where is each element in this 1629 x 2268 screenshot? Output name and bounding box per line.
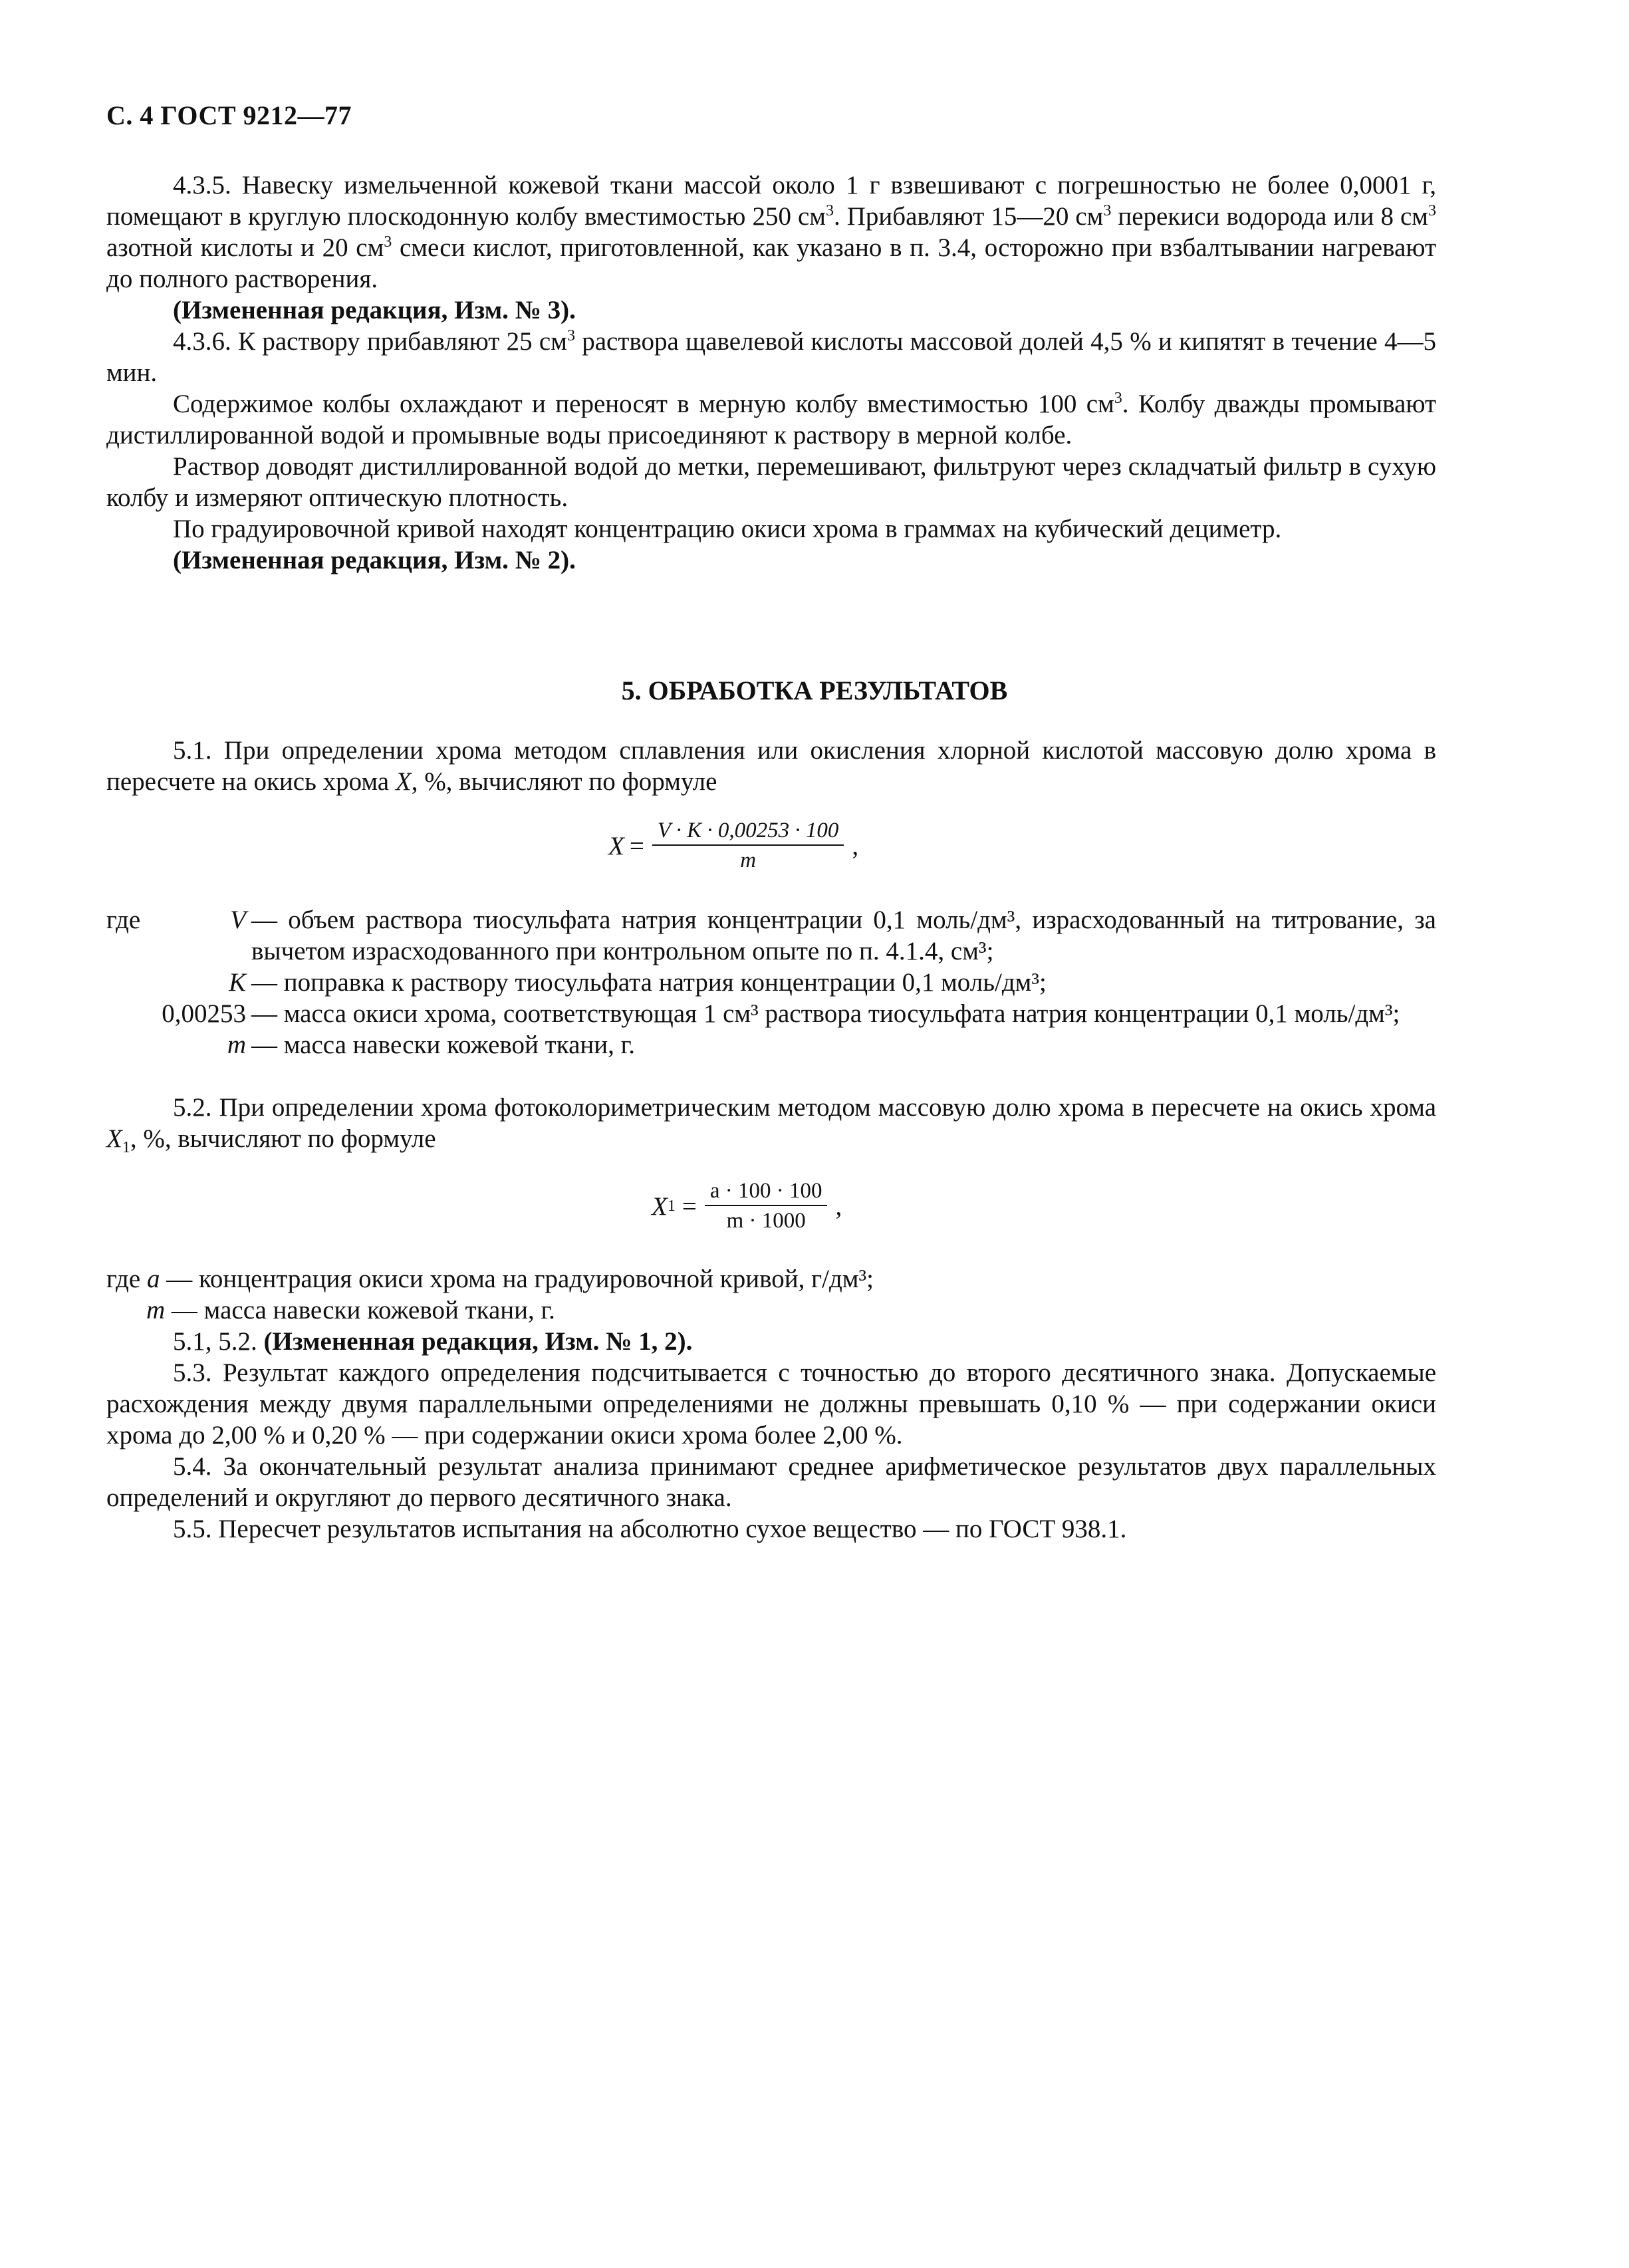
change-note-3: (Измененная редакция, Изм. № 3). <box>173 296 576 324</box>
bold-text: (Измененная редакция, Изм. № 1, 2). <box>263 1327 693 1356</box>
paragraph-5-3: 5.3. Результат каждого определения подсчитывается с точностью до второго десятичного знака. Допускаемые расхождения между двумя параллельными определениями не должны превышать 0,10 % — при содержании окиси хрома до 2,00 % и 0,20 % — при содержании окиси хрома более 2,00 %. <box>106 1358 1436 1449</box>
legend-term: V <box>230 906 246 934</box>
formula-equals: = <box>682 1192 697 1221</box>
change-note-2: (Измененная редакция, Изм. № 2). <box>173 546 576 574</box>
paragraph-5-2 <box>106 1092 1436 1154</box>
legend-1 <box>106 904 1436 1061</box>
formula-tail: , <box>852 831 859 860</box>
text: 4.3.6. К раствору прибавляют 25 см <box>173 327 567 356</box>
variable: X <box>395 767 412 796</box>
formula-equals: = <box>629 831 644 860</box>
numerator: V · K · 0,00253 · 100 <box>652 817 844 846</box>
text: , %, вычисляют по формуле <box>411 767 717 796</box>
superscript: 3 <box>1114 390 1122 407</box>
superscript: 3 <box>1103 202 1112 219</box>
paragraph-calibration: По градуировочной кривой находят концентрацию окиси хрома в граммах на кубический дециметр. <box>173 515 1282 543</box>
legend-row <box>106 998 1436 1029</box>
legend-row <box>106 1295 1436 1326</box>
fraction <box>652 817 844 875</box>
text: , %, вычисляют по формуле <box>130 1124 436 1153</box>
legend-row <box>106 1263 1436 1295</box>
legend-term: m <box>146 1296 166 1324</box>
legend-desc: — поправка к раствору тиосульфата натрия концентрации 0,1 моль/дм³; <box>251 968 1047 997</box>
text: 5.2. При определении хрома фотоколориметрическим методом массовую долю хрома в пересчете на окись хрома <box>173 1093 1436 1122</box>
text: 5.1, 5.2. <box>173 1327 264 1356</box>
legend-desc: — объем раствора тиосульфата натрия концентрации 0,1 моль/дм³, израсходованный на титрование, за вычетом израсходованного при контрольном опыте по п. 4.1.4, см³; <box>251 906 1436 965</box>
variable: X <box>106 1124 122 1153</box>
section-title: 5. ОБРАБОТКА РЕЗУЛЬТАТОВ <box>621 676 1008 705</box>
legend-desc: — масса окиси хрома, соответствующая 1 см³ раствора тиосульфата натрия концентрации 0,1 моль/дм³; <box>251 999 1400 1028</box>
paragraph-5-5: 5.5. Пересчет результатов испытания на абсолютно сухое вещество — по ГОСТ 938.1. <box>173 1515 1127 1543</box>
text: смеси кислот, приготовленной, как указано в п. 3.4, осторожно при взбалтывании нагревают до полного растворения. <box>106 233 1436 293</box>
legend-term: 0,00253 <box>162 999 246 1028</box>
superscript: 3 <box>566 327 575 344</box>
subscript: 1 <box>122 1139 130 1156</box>
formula-lhs: X <box>652 1192 668 1221</box>
legend-desc: — масса навески кожевой ткани, г. <box>251 1031 635 1059</box>
text: раствора щавелевой кислоты массовой долей 4,5 % и кипятят в течение 4—5 мин. <box>106 327 1436 387</box>
legend-2 <box>106 1263 1436 1545</box>
text: 4.3.5. Навеску измельченной кожевой ткани массой около 1 г взвешивают с погрешностью не более 0,0001 г, помещают в круглую плоскодонную колбу вместимостью 250 см <box>106 171 1436 231</box>
superscript: 3 <box>384 233 392 251</box>
legend-row: где V — объем раствора тиосульфата натрия концентрации 0,1 моль/дм³, израсходованный на титрование, за вычетом израсходованного при контрольном опыте по п. 4.1.4, см³; <box>106 906 1436 965</box>
paragraph-filter: Раствор доводят дистиллированной водой до метки, перемешивают, фильтруют через складчатый фильтр в сухую колбу и измеряют оптическую плотность. <box>106 452 1436 512</box>
legend-row <box>106 1029 1436 1061</box>
text: азотной кислоты и 20 см <box>106 233 384 262</box>
where-label: где <box>106 1265 147 1293</box>
formula-1 <box>608 817 858 875</box>
superscript: 3 <box>1428 202 1436 219</box>
legend-term: m <box>227 1031 246 1059</box>
text: . Прибавляют 15—20 см <box>833 202 1104 231</box>
text: перекиси водорода или 8 см <box>1111 202 1428 231</box>
page-header: С. 4 ГОСТ 9212—77 <box>106 100 352 130</box>
formula-tail: , <box>835 1192 842 1221</box>
denominator: m · 1000 <box>726 1209 806 1233</box>
text: Содержимое колбы охлаждают и переносят в мерную колбу вместимостью 100 см <box>173 390 1114 418</box>
legend-row <box>106 967 1436 998</box>
paragraph-5-4: 5.4. За окончательный результат анализа принимают среднее арифметическое результатов двух параллельных определений и округляют до первого десятичного знака. <box>106 1452 1436 1512</box>
change-note-1-2 <box>106 1326 1436 1357</box>
fraction <box>705 1177 828 1235</box>
paragraph-4-3-5 <box>106 170 1436 576</box>
text: . Колбу дважды промывают дистиллированной водой и промывные воды присоединяют к раствору в мерной колбе. <box>106 390 1436 449</box>
denominator: m <box>740 848 757 872</box>
paragraph-5-1 <box>106 735 1436 797</box>
superscript: 3 <box>825 202 834 219</box>
legend-desc: — концентрация окиси хрома на градуировочной кривой, г/дм³; <box>160 1265 874 1293</box>
formula-lhs: X <box>608 831 624 860</box>
legend-term: a <box>146 1265 160 1293</box>
legend-term: K <box>228 968 246 997</box>
text: 5.1. При определении хрома методом сплавления или окисления хлорной кислотой массовую долю хрома в пересчете на окись хрома <box>106 736 1436 796</box>
formula-2: X 1 = $\frac{a \cdot 100 \cdot 100}{m \cdot 1000}$ , <box>652 1177 842 1235</box>
numerator: a · 100 · 100 <box>705 1177 828 1206</box>
legend-desc: — масса навески кожевой ткани, г. <box>165 1296 555 1324</box>
